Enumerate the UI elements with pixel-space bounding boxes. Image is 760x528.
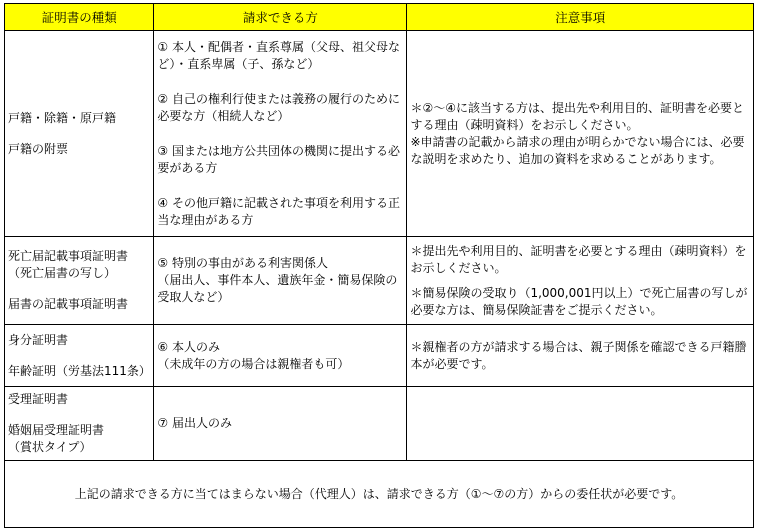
- requester-item: （未成年の方の場合は親権者も可）: [157, 356, 350, 371]
- requester-cell: [154, 325, 407, 387]
- doc-type-label: 戸籍の附票: [8, 141, 69, 156]
- requester-item: ⑤ 特別の事由がある利害関係人: [157, 256, 328, 270]
- certificate-request-table: [4, 3, 754, 528]
- table-row: [5, 237, 754, 325]
- requester-cell: [154, 237, 407, 325]
- doc-type-cell: [5, 237, 154, 325]
- header-requester: 請求できる方: [154, 4, 407, 31]
- doc-type-cell: [5, 387, 154, 461]
- requester-item: （届出人、事件本人、遺族年金・簡易保険の受取人など）: [157, 273, 398, 304]
- doc-type-label: 年齢証明（労基法111条）: [8, 363, 151, 378]
- notes-cell: [407, 387, 754, 461]
- requester-item: ① 本人・配偶者・直系尊属（父母、祖父母など）・直系卑属（子、孫など）: [157, 39, 400, 71]
- table-row: [5, 31, 754, 237]
- doc-type-label: 受理証明書: [8, 392, 69, 406]
- doc-type-label: 戸籍・除籍・原戸籍: [8, 110, 117, 125]
- header-row: [5, 4, 754, 31]
- doc-type-label: （賞状タイプ）: [8, 440, 92, 454]
- note-text: ＊親権者の方が請求する場合は、親子関係を確認できる戸籍謄本が必要です。: [410, 339, 747, 371]
- header-doc-type: 証明書の種類: [5, 4, 154, 31]
- note-text: ＊簡易保険の受取り（1,000,001円以上）で死亡届書の写しが必要な方は、簡易保険証書をご提示ください。: [410, 285, 748, 317]
- table-row: [5, 325, 754, 387]
- requester-cell: [154, 387, 407, 461]
- doc-type-label: 身分証明書: [8, 332, 69, 347]
- note-text: ＊②～④に該当する方は、提出先や利用目的、証明書を必要とする理由（疎明資料）をお示しください。: [410, 100, 744, 132]
- notes-cell: [407, 31, 754, 237]
- notes-cell: [407, 237, 754, 325]
- requester-item: ⑦ 届出人のみ: [157, 416, 232, 430]
- note-text: ＊提出先や利用目的、証明書を必要とする理由（疎明資料）をお示しください。: [410, 243, 747, 275]
- requester-item: ⑥ 本人のみ: [157, 339, 220, 354]
- notes-cell: [407, 325, 754, 387]
- note-text: ※申請書の記載から請求の理由が明らかでない場合には、必要な説明を求めたり、追加の資料を求めることがあります。: [410, 134, 745, 166]
- requester-item: ④ その他戸籍に記載された事項を利用する正当な理由がある方: [157, 195, 400, 227]
- header-notes: 注意事項: [407, 4, 754, 31]
- footer-note: 上記の請求できる方に当てはまらない場合（代理人）は、請求できる方（①～⑦の方）からの委任状が必要です。: [5, 461, 754, 528]
- doc-type-cell: [5, 325, 154, 387]
- doc-type-cell: [5, 31, 154, 237]
- requester-item: ② 自己の権利行使または義務の履行のために必要な方（相続人など）: [157, 91, 400, 123]
- requester-cell: [154, 31, 407, 237]
- requester-item: ③ 国または地方公共団体の機関に提出する必要がある方: [157, 143, 400, 175]
- doc-type-label: 婚姻届受理証明書: [8, 423, 105, 437]
- footer-row: [5, 461, 754, 528]
- doc-type-label: 死亡届記載事項証明書: [8, 249, 129, 263]
- doc-type-label: （死亡届書の写し）: [8, 266, 117, 280]
- table-row: [5, 387, 754, 461]
- doc-type-label: 届書の記載事項証明書: [8, 297, 129, 311]
